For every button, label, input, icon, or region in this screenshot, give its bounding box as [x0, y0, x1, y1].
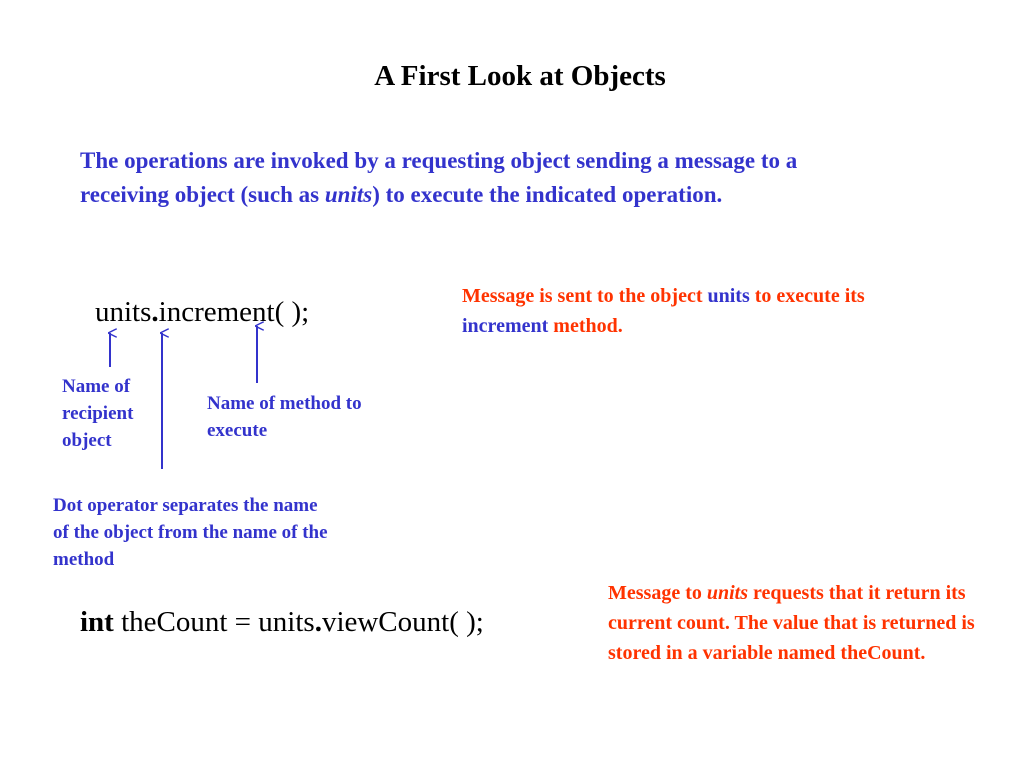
intro-text-before: The operations are invoked by a requesting object sending a message to a receiving object (such as	[80, 148, 798, 207]
note1-part1: Message is sent to the object	[462, 285, 708, 307]
label-recipient-object: Name of recipient object	[62, 376, 134, 451]
label-method-name: Name of method to execute	[207, 393, 362, 441]
code-statement-viewcount	[80, 606, 484, 639]
code-assignment: theCount = units	[113, 606, 315, 638]
note2-part2: requests that it return its current count. The value that is returned is stored in a variable named theCount.	[608, 582, 975, 664]
code-dot-operator: .	[151, 296, 159, 328]
note2-object: units	[706, 582, 749, 604]
code-statement-increment	[95, 296, 309, 329]
note1-method: increment	[462, 315, 549, 337]
code-int-keyword: int	[80, 606, 114, 638]
code-object-name: units	[95, 296, 152, 328]
note2-part1: Message to	[608, 582, 707, 604]
intro-paragraph	[80, 144, 840, 212]
slide-title: A First Look at Objects	[374, 60, 666, 92]
label-dot-operator: Dot operator separates the name of the object from the name of the method	[53, 495, 328, 570]
code-method-call: increment( );	[158, 296, 310, 328]
note1-object: units	[707, 285, 750, 307]
note1-part2: to execute its	[749, 285, 865, 307]
note1-part3: method.	[548, 315, 623, 337]
code-method-call-2: viewCount( );	[321, 606, 484, 638]
intro-emphasis: units	[324, 182, 373, 207]
intro-text-after: ) to execute the indicated operation.	[372, 182, 723, 207]
note-message-sent	[462, 281, 882, 341]
note-return-value	[608, 578, 1008, 668]
code-dot-operator-2: .	[314, 606, 322, 638]
